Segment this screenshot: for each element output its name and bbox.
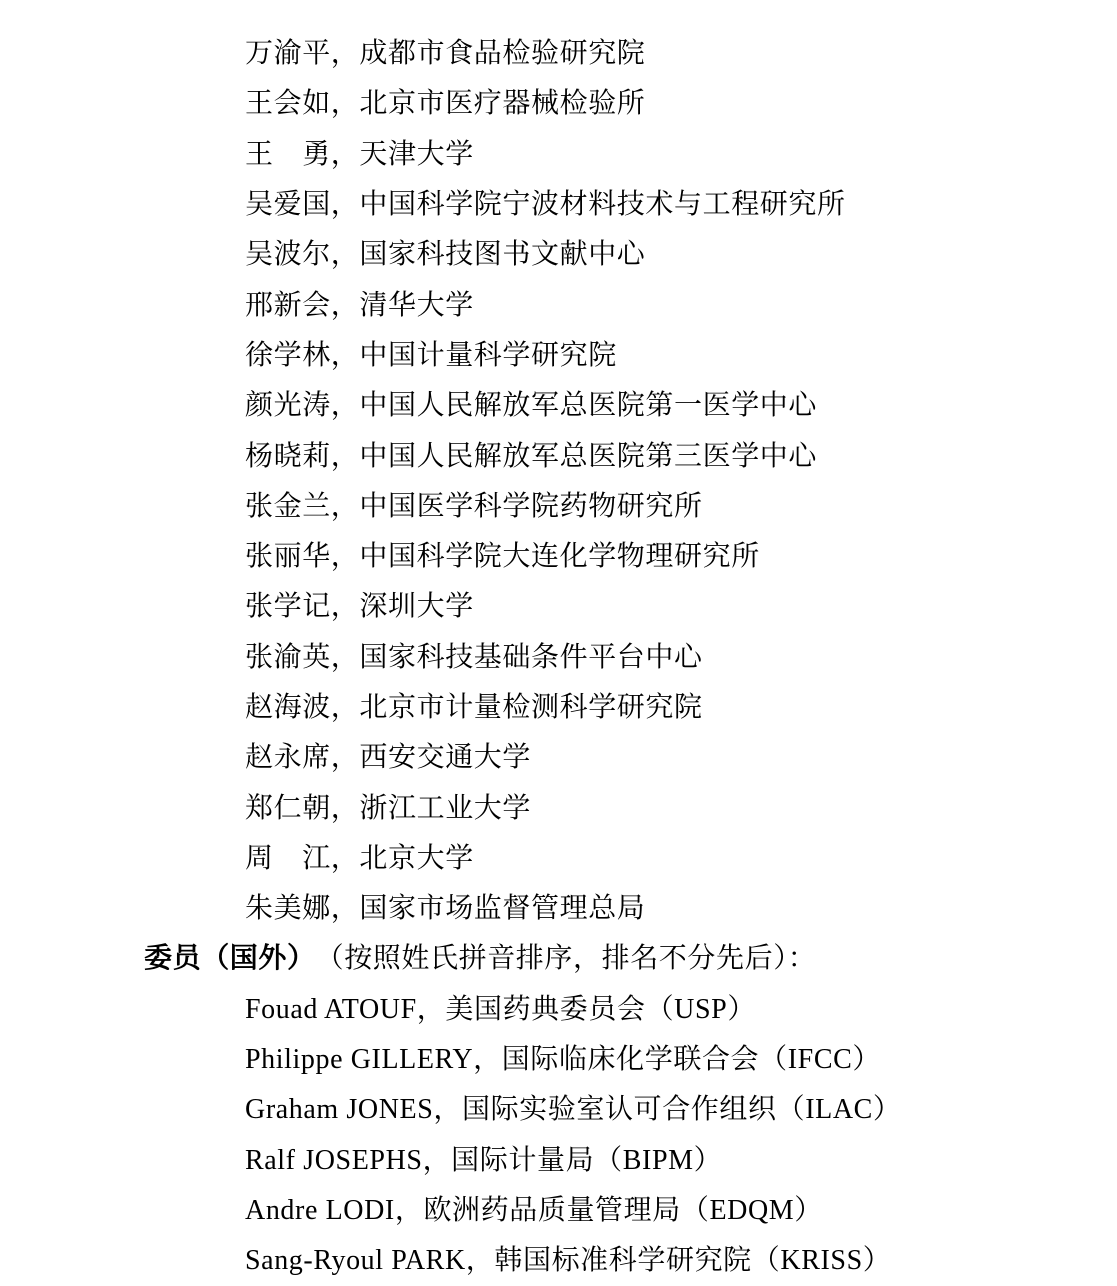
- member-line: 郑仁朝，浙江工业大学: [245, 792, 532, 824]
- member-line: 张渝英，国家科技基础条件平台中心: [245, 641, 703, 673]
- member-line: 张丽华，中国科学院大连化学物理研究所: [245, 541, 760, 573]
- member-line: 周 江，北京大学: [245, 842, 474, 874]
- member-line: 杨晓莉，中国人民解放军总医院第三医学中心: [245, 440, 818, 472]
- member-line: 张金兰，中国医学科学院药物研究所: [245, 490, 703, 522]
- foreign-members-heading: [0, 931, 1117, 981]
- member-line: Fouad ATOUF，美国药典委员会（USP）: [245, 993, 756, 1025]
- member-line: Graham JONES，国际实验室认可合作组织（ILAC）: [245, 1094, 902, 1126]
- member-line: Andre LODI，欧洲药品质量管理局（EDQM）: [245, 1194, 823, 1226]
- member-line: 万渝平，成都市食品检验研究院: [245, 38, 646, 70]
- member-line: 吴爱国，中国科学院宁波材料技术与工程研究所: [245, 189, 846, 221]
- member-line: 吴波尔，国家科技图书文献中心: [245, 239, 646, 271]
- foreign-members-heading-note: （按照姓氏拼音排序，排名不分先后）：: [315, 943, 817, 975]
- member-line: Sang-Ryoul PARK，韩国标准科学研究院（KRISS）: [245, 1245, 892, 1277]
- foreign-members-heading-title: 委员（国外）: [144, 943, 316, 975]
- member-line: Ralf JOSEPHS，国际计量局（BIPM）: [245, 1144, 723, 1176]
- member-line: 朱美娜，国家市场监督管理总局: [245, 893, 646, 925]
- member-line: 徐学林，中国计量科学研究院: [245, 339, 617, 371]
- member-line: 张学记，深圳大学: [245, 591, 474, 623]
- member-line: 颜光涛，中国人民解放军总医院第一医学中心: [245, 390, 818, 422]
- member-line: 王 勇，天津大学: [245, 138, 474, 170]
- member-line: 邢新会，清华大学: [245, 289, 474, 321]
- member-line: 赵永席，西安交通大学: [245, 742, 532, 774]
- member-line: 王会如，北京市医疗器械检验所: [245, 88, 646, 120]
- member-line: 赵海波，北京市计量检测科学研究院: [245, 692, 703, 723]
- member-line: Philippe GILLERY，国际临床化学联合会（IFCC）: [245, 1044, 881, 1076]
